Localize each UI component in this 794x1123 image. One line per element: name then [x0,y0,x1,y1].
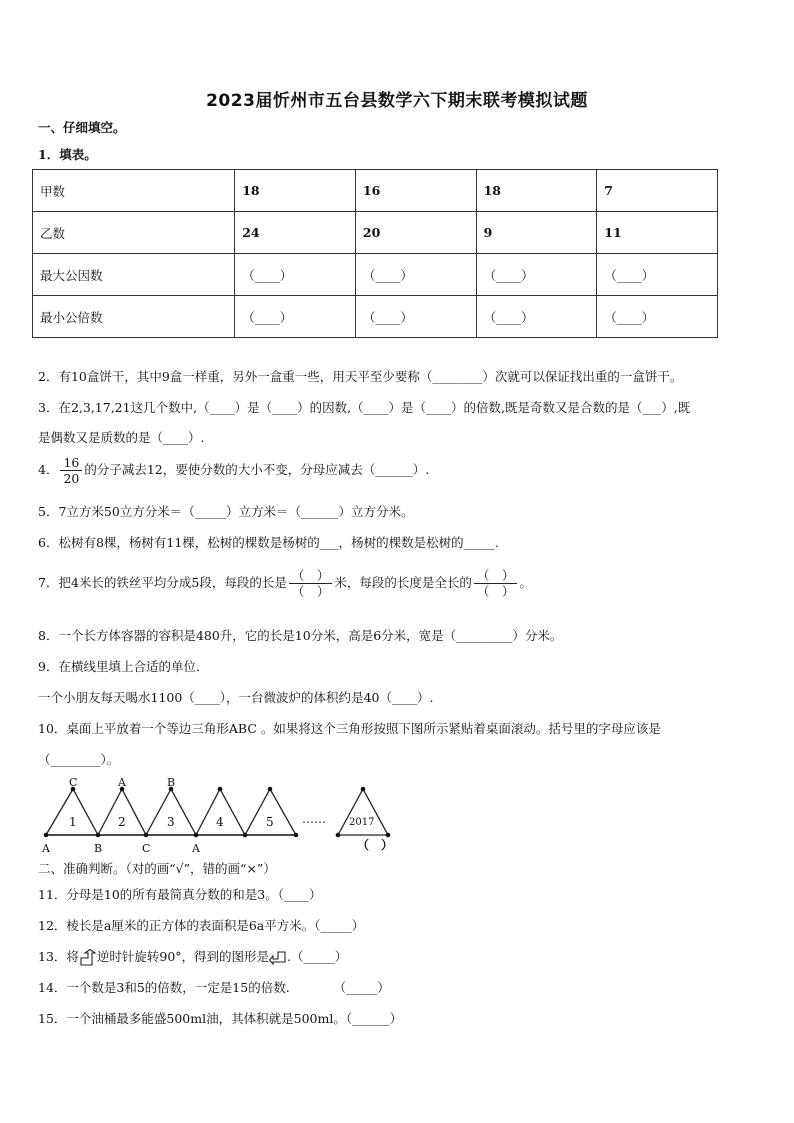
question-text: .（_____） [287,949,348,964]
question-10-line-1: 10．桌面上平放着一个等边三角形ABC 。如果将这个三角形按照下图所示紧贴着桌面滚动。括号里的字母应该是 [38,721,661,736]
question-number: 4． [38,462,59,477]
row-label: 甲数 [33,170,235,212]
row-label: 最小公倍数 [33,296,235,338]
section-2-heading: 二、准确判断。（对的画“√”，错的画“×”） [38,861,276,876]
vertex-label: C [142,842,151,855]
vertex-label: C [69,778,78,789]
question-7 [38,568,532,599]
question-text: 米，每段的长度是全长的 [334,575,472,590]
table-cell: 18 [235,170,356,212]
vertex-label: A [42,842,50,855]
vertex-label: A [118,778,126,789]
question-4 [38,455,429,486]
triangle-number: 1 [69,815,77,829]
answer-blank[interactable]: （____） [235,254,356,296]
triangle-number: 3 [167,815,175,829]
table-cell: 20 [355,212,476,254]
fraction-denominator: （ ） [476,584,515,599]
fraction-blank[interactable] [474,568,518,599]
vertex-label: A [192,842,200,855]
question-15: 15．一个油桶最多能盛500ml油，其体积就是500ml。（______） [38,1011,403,1026]
arrow-shape-rotated-icon [269,949,287,967]
fraction [60,455,82,486]
question-text: 7．把4米长的铁丝平均分成5段，每段的长是 [38,575,287,590]
question-5: 5．7立方米50立方分米＝（_____）立方米＝（______）立方分米。 [38,504,414,519]
table-cell: 9 [476,212,597,254]
table-row [33,170,718,212]
triangle-number: 2017 [349,817,375,828]
question-9: 9．在横线里填上合适的单位． [38,659,209,674]
ellipsis: …… [302,812,326,826]
question-11: 11．分母是10的所有最简真分数的和是3。（____） [38,887,322,902]
table-cell: 16 [355,170,476,212]
question-2: 2．有10盒饼干，其中9盒一样重，另外一盒重一些，用天平至少要称（________）次就可以保证找出重的一盒饼干。 [38,369,683,384]
section-1-heading: 一、仔细填空。 [38,120,126,135]
question-8: 8．一个长方体容器的容积是480升，它的长是10分米，高是6分米，宽是（_________）分米。 [38,628,563,643]
rolling-triangle-figure [38,778,418,858]
fill-table [32,169,718,338]
question-text: 逆时针旋转90°，得到的图形是 [96,949,270,964]
question-13 [38,948,347,967]
table-row [33,254,718,296]
row-label: 最大公因数 [33,254,235,296]
answer-blank[interactable]: （____） [476,254,597,296]
question-text: 的分子减去12，要使分数的大小不变，分母应减去（______）. [84,462,430,477]
table-cell: 11 [597,212,718,254]
fraction-blank[interactable] [289,568,333,599]
question-6: 6．松树有8棵，杨树有11棵，松树的棵数是杨树的___，杨树的棵数是松树的_____. [38,535,499,550]
question-text: 13．将 [38,949,79,964]
row-label: 乙数 [33,212,235,254]
table-row [33,296,718,338]
triangle-number: 5 [266,815,274,829]
page-title: 2023届忻州市五台县数学六下期末联考模拟试题 [206,91,588,111]
triangle-2017 [338,789,388,835]
table-cell: 18 [476,170,597,212]
arrow-shape-original-icon [79,949,97,967]
triangle-number: 2 [118,815,126,829]
question-14: 14．一个数是3和5的倍数，一定是15的倍数. （_____） [38,980,390,995]
answer-blank[interactable]: （ ） [357,838,394,852]
vertex-label: B [167,778,176,789]
vertex-label: B [94,842,103,855]
fraction-denominator: 20 [63,471,80,486]
answer-blank[interactable]: （____） [355,254,476,296]
question-text: 。 [519,575,532,590]
answer-blank[interactable]: （____） [235,296,356,338]
answer-blank[interactable]: （____） [597,254,718,296]
fraction-denominator: （ ） [291,584,330,599]
question-1: 1．填表。 [38,147,97,162]
question-12: 12．棱长是a厘米的正方体的表面积是6a平方米。（_____） [38,918,365,933]
fraction-numerator: （ ） [289,568,333,584]
table-cell: 7 [597,170,718,212]
question-3-line-2: 是偶数又是质数的是（____）. [38,430,205,445]
answer-blank[interactable]: （____） [355,296,476,338]
question-9-body: 一个小朋友每天喝水1100（____），一台微波炉的体积约是40（____）. [38,690,434,705]
fraction-numerator: 16 [60,455,82,471]
table-row [33,212,718,254]
question-3-line-1: 3．在2,3,17,21这几个数中,（____）是（____）的因数,（____）是（____）的倍数,既是奇数又是合数的是（___）,既 [38,400,691,415]
answer-blank[interactable]: （____） [476,296,597,338]
answer-blank[interactable]: （____） [597,296,718,338]
table-cell: 24 [235,212,356,254]
triangle-number: 4 [216,815,224,829]
question-10-line-2: （________）。 [38,752,120,767]
fraction-numerator: （ ） [474,568,518,584]
